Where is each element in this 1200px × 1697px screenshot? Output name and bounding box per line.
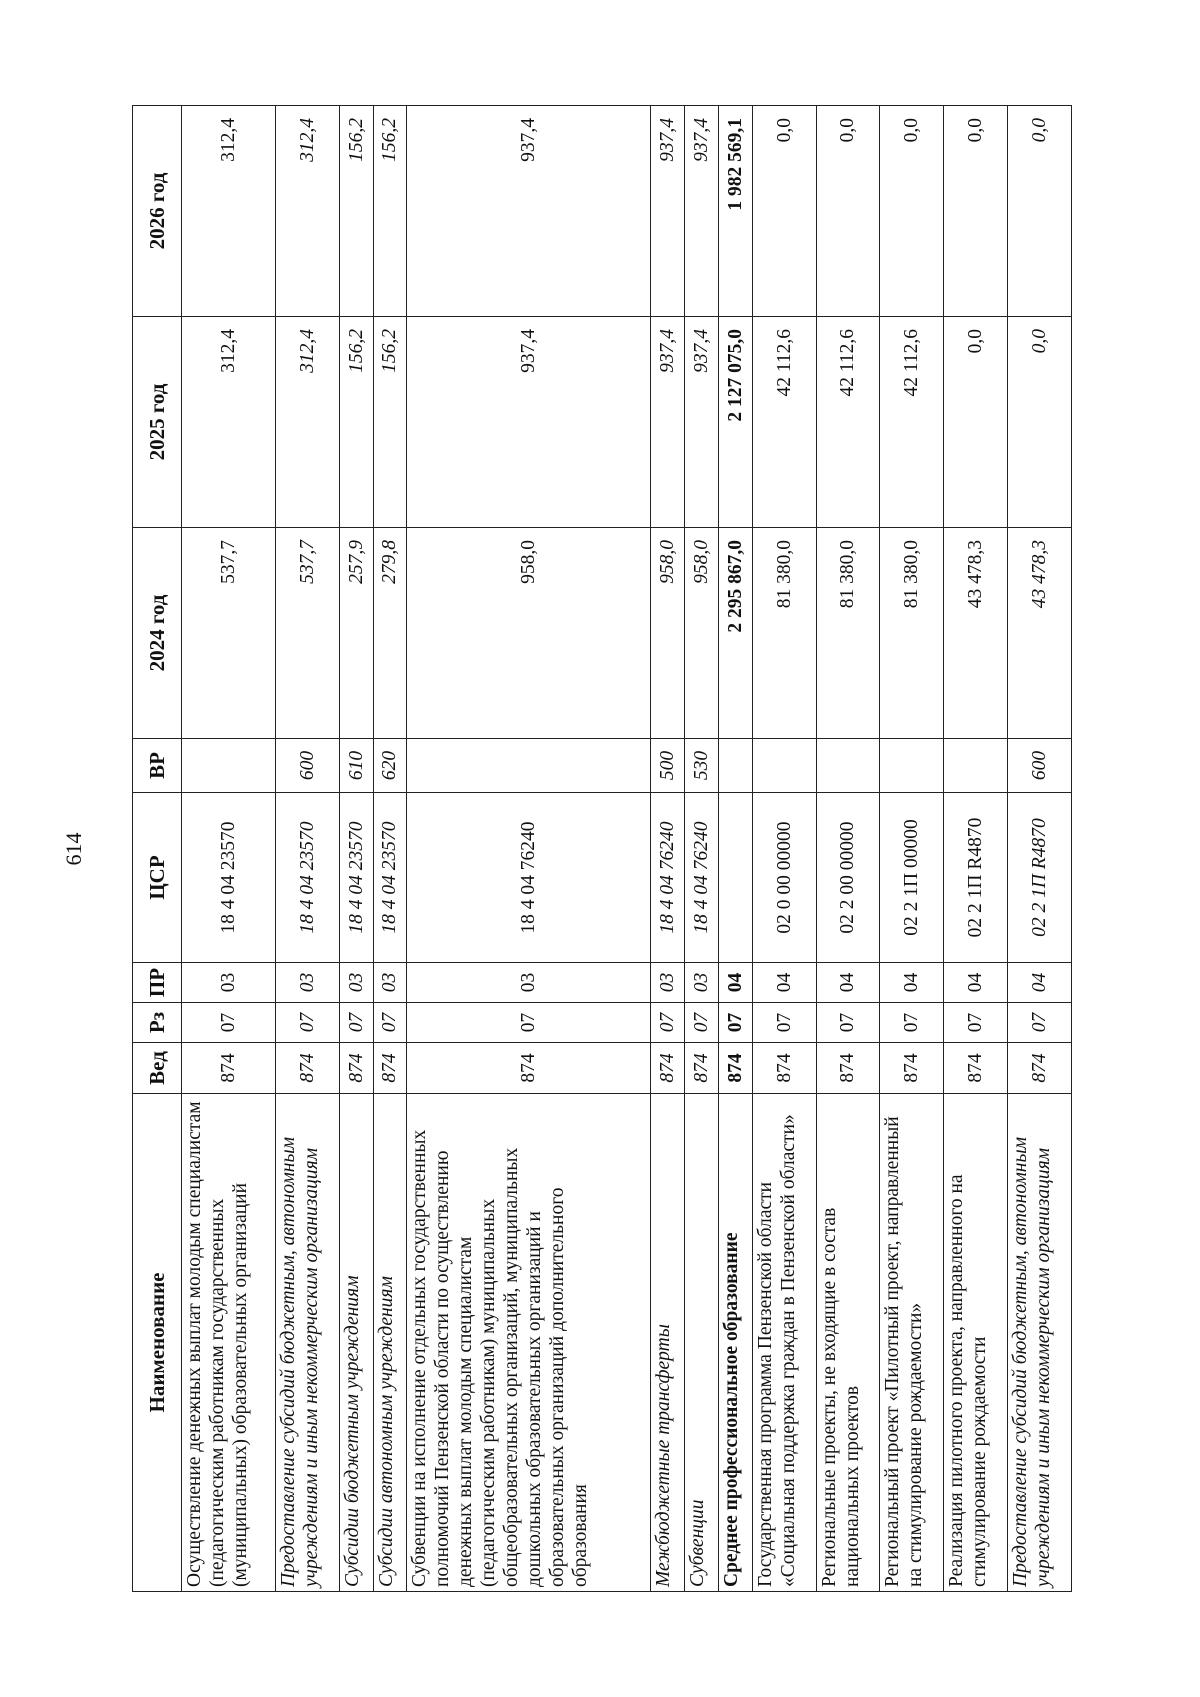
cell-y2024: 958,0 [684,528,718,739]
cell-pr: 03 [275,963,339,1003]
cell-y2024: 2 295 867,0 [718,528,752,739]
cell-y2024: 958,0 [651,528,685,739]
cell-y2025: 312,4 [182,317,276,528]
cell-csr [718,793,752,963]
cell-y2024: 537,7 [275,528,339,739]
cell-name: Осуществление денежных выплат молодым специалистам (педагогическим работникам государственных (муниципальных) образовательных организаций [182,1094,276,1592]
cell-pr: 03 [339,963,373,1003]
table-row [275,106,339,1592]
cell-vr [752,739,816,793]
cell-ved: 874 [651,1043,685,1094]
table-row [651,106,685,1592]
cell-name: Субсидии автономным учреждениям [373,1094,407,1592]
cell-ved: 874 [182,1043,276,1094]
cell-y2024: 257,9 [339,528,373,739]
cell-rz: 07 [651,1003,685,1043]
cell-y2025: 2 127 075,0 [718,317,752,528]
cell-rz: 07 [752,1003,816,1043]
cell-vr: 620 [373,739,407,793]
cell-y2024: 81 380,0 [816,528,880,739]
cell-pr: 04 [752,963,816,1003]
cell-rz: 07 [718,1003,752,1043]
cell-y2024: 43 478,3 [944,528,1008,739]
cell-rz: 07 [816,1003,880,1043]
cell-name: Межбюджетные трансферты [651,1094,685,1592]
cell-ved: 874 [1008,1043,1072,1094]
cell-y2024: 958,0 [407,528,651,739]
header-2024: 2024 год [133,528,182,739]
table-row [880,106,944,1592]
cell-y2025: 156,2 [339,317,373,528]
page-number: 614 [61,832,86,866]
cell-csr: 18 4 04 23570 [339,793,373,963]
cell-csr: 02 0 00 00000 [752,793,816,963]
cell-vr: 610 [339,739,373,793]
cell-y2025: 0,0 [1008,317,1072,528]
cell-ved: 874 [684,1043,718,1094]
header-2025: 2025 год [133,317,182,528]
cell-rz: 07 [373,1003,407,1043]
cell-csr: 18 4 04 76240 [651,793,685,963]
cell-ved: 874 [275,1043,339,1094]
table-row [944,106,1008,1592]
cell-y2024: 81 380,0 [752,528,816,739]
cell-y2026: 937,4 [407,106,651,317]
table-row [182,106,276,1592]
cell-vr [944,739,1008,793]
cell-name: Среднее профессиональное образование [718,1094,752,1592]
header-pr: ПР [133,963,182,1003]
cell-pr: 04 [718,963,752,1003]
cell-y2025: 42 112,6 [816,317,880,528]
cell-y2026: 312,4 [275,106,339,317]
cell-y2026: 156,2 [339,106,373,317]
header-2026: 2026 год [133,106,182,317]
header-rz: Рз [133,1003,182,1043]
cell-y2026: 0,0 [880,106,944,317]
cell-pr: 04 [1008,963,1072,1003]
cell-y2025: 937,4 [651,317,685,528]
cell-y2026: 937,4 [651,106,685,317]
cell-y2025: 937,4 [407,317,651,528]
cell-csr: 02 2 1П R4870 [1008,793,1072,963]
table-row [684,106,718,1592]
cell-csr: 18 4 04 23570 [275,793,339,963]
cell-csr: 02 2 00 00000 [816,793,880,963]
header-csr: ЦСР [133,793,182,963]
cell-name: Субвенции [684,1094,718,1592]
table-row [816,106,880,1592]
cell-rz: 07 [339,1003,373,1043]
cell-y2024: 279,8 [373,528,407,739]
cell-y2026: 156,2 [373,106,407,317]
cell-ved: 874 [752,1043,816,1094]
cell-ved: 874 [373,1043,407,1094]
header-vr: ВР [133,739,182,793]
cell-name: Региональный проект «Пилотный проект, направленный на стимулирование рождаемости» [880,1094,944,1592]
cell-csr: 18 4 04 76240 [407,793,651,963]
cell-pr: 03 [651,963,685,1003]
table-row [718,106,752,1592]
budget-table [132,105,1072,1592]
cell-ved: 874 [407,1043,651,1094]
cell-csr: 18 4 04 23570 [182,793,276,963]
table-row [1008,106,1072,1592]
cell-vr: 600 [275,739,339,793]
header-ved: Вед [133,1043,182,1094]
cell-y2025: 156,2 [373,317,407,528]
cell-name: Государственная программа Пензенской области «Социальная поддержка граждан в Пензенской области» [752,1094,816,1592]
cell-y2025: 0,0 [944,317,1008,528]
cell-vr: 600 [1008,739,1072,793]
cell-name: Субвенции на исполнение отдельных государственных полномочий Пензенской области по осуществлению денежных выплат молодым специалистам (педагогическим работникам) муниципальных общеобразовательных организаций, муниципальных дошкольных образовательных организаций и образовательных организаций дополнительного образования [407,1094,651,1592]
header-name: Наименование [133,1094,182,1592]
table-row [339,106,373,1592]
cell-vr: 530 [684,739,718,793]
cell-y2024: 537,7 [182,528,276,739]
table-row [373,106,407,1592]
cell-pr: 04 [880,963,944,1003]
cell-vr [816,739,880,793]
cell-pr: 04 [944,963,1008,1003]
cell-vr [880,739,944,793]
cell-csr: 02 2 1П 00000 [880,793,944,963]
cell-ved: 874 [718,1043,752,1094]
cell-rz: 07 [684,1003,718,1043]
cell-rz: 07 [1008,1003,1072,1043]
cell-rz: 07 [275,1003,339,1043]
cell-ved: 874 [816,1043,880,1094]
cell-y2026: 1 982 569,1 [718,106,752,317]
cell-pr: 03 [407,963,651,1003]
cell-y2026: 0,0 [1008,106,1072,317]
rotated-table-container [132,106,1072,1592]
cell-y2025: 312,4 [275,317,339,528]
cell-y2026: 937,4 [684,106,718,317]
cell-vr [718,739,752,793]
cell-y2025: 42 112,6 [880,317,944,528]
cell-vr [182,739,276,793]
cell-csr: 18 4 04 76240 [684,793,718,963]
cell-name: Субсидии бюджетным учреждениям [339,1094,373,1592]
cell-y2026: 312,4 [182,106,276,317]
table-header-row [133,106,182,1592]
cell-csr: 02 2 1П R4870 [944,793,1008,963]
cell-y2026: 0,0 [816,106,880,317]
cell-y2025: 42 112,6 [752,317,816,528]
cell-y2024: 81 380,0 [880,528,944,739]
cell-y2025: 937,4 [684,317,718,528]
table-row [752,106,816,1592]
cell-pr: 04 [816,963,880,1003]
cell-ved: 874 [944,1043,1008,1094]
cell-name: Предоставление субсидий бюджетным, автономным учреждениям и иным некоммерческим организациям [275,1094,339,1592]
table-body [182,106,1072,1592]
cell-name: Реализация пилотного проекта, направленного на стимулирование рождаемости [944,1094,1008,1592]
table-row [407,106,651,1592]
cell-rz: 07 [944,1003,1008,1043]
cell-pr: 03 [373,963,407,1003]
cell-y2024: 43 478,3 [1008,528,1072,739]
cell-vr: 500 [651,739,685,793]
cell-csr: 18 4 04 23570 [373,793,407,963]
cell-pr: 03 [182,963,276,1003]
cell-ved: 874 [880,1043,944,1094]
cell-rz: 07 [880,1003,944,1043]
cell-vr [407,739,651,793]
cell-name: Предоставление субсидий бюджетным, автономным учреждениям и иным некоммерческим организациям [1008,1094,1072,1592]
cell-ved: 874 [339,1043,373,1094]
cell-y2026: 0,0 [944,106,1008,317]
cell-name: Региональные проекты, не входящие в состав национальных проектов [816,1094,880,1592]
cell-y2026: 0,0 [752,106,816,317]
cell-pr: 03 [684,963,718,1003]
cell-rz: 07 [407,1003,651,1043]
cell-rz: 07 [182,1003,276,1043]
